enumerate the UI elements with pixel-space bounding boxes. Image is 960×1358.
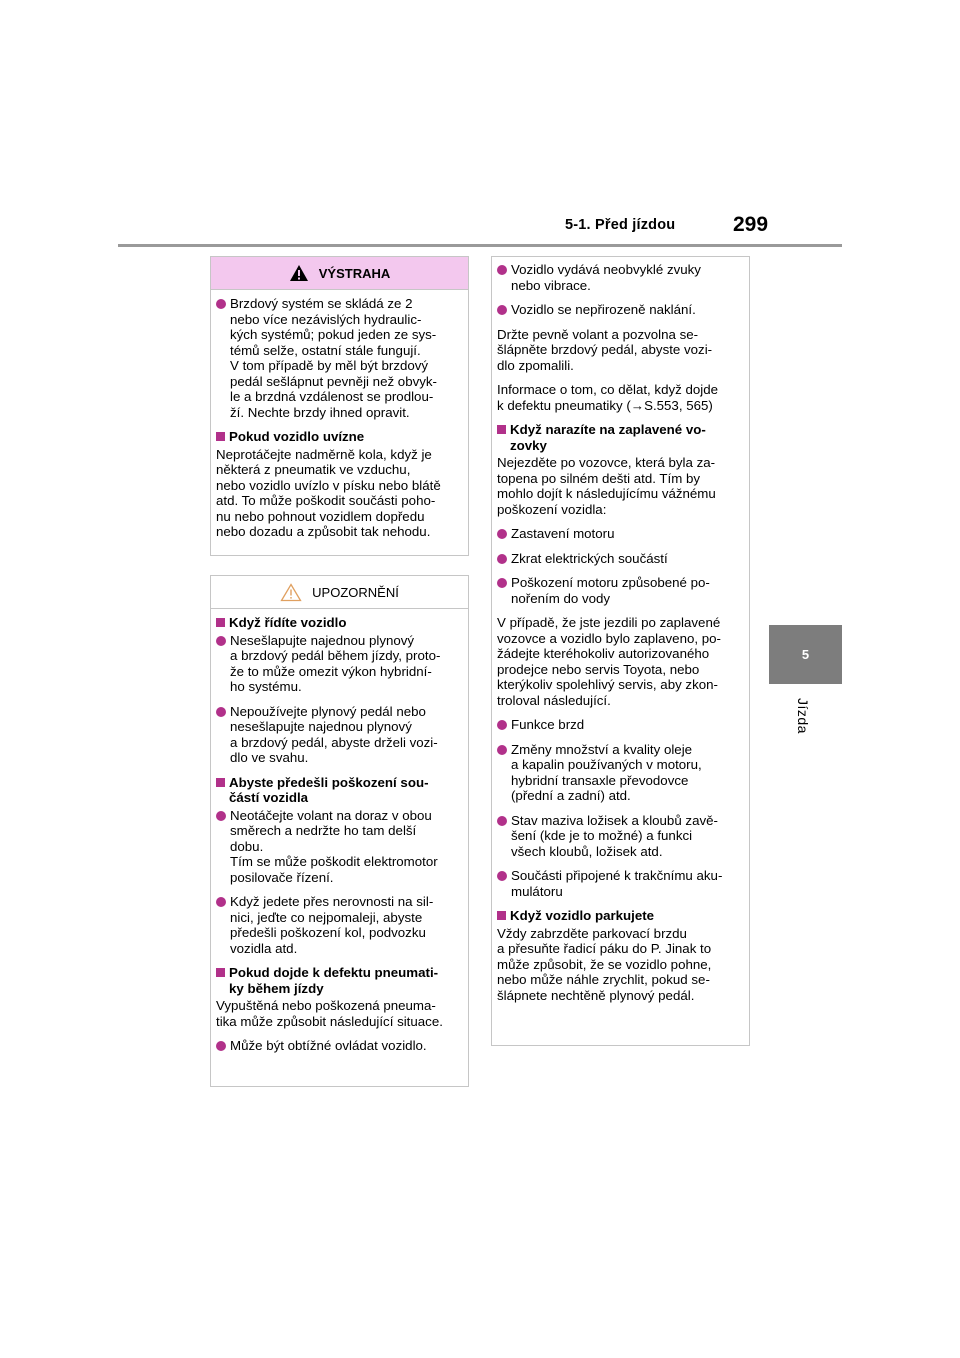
paragraph: Držte pevně volant a pozvolna se- šlápněte brzdový pedál, abyste vozi- dlo zpomalili. [497,326,713,373]
bullet-icon [497,265,507,275]
paragraph: Nejezděte po vozovce, která byla za- topena po silném dešti atd. Tím by mohlo dojít k následujícímu vážnému poškození vozidla: [497,455,716,517]
section-title: 5-1. Před jízdou [565,217,676,233]
caution-continued-box [491,256,750,1046]
list-item: Poškození motoru způsobené po- nořením do vody [497,575,741,606]
page-number: 299 [733,213,769,236]
bullet-icon [497,578,507,588]
subheading: Abyste předešli poškození sou- částí vozidla [216,775,460,806]
chapter-name: Jízda [795,698,811,734]
list-item: Součásti připojené k trakčnímu aku- mulátoru [497,868,741,899]
subheading: Když řídíte vozidlo [216,615,460,631]
bullet-icon [216,1041,226,1051]
list-item: Nepoužívejte plynový pedál nebo nesešlapujte najednou plynový a brzdový pedál, abyste drželi vozi- dlo ve svahu. [216,704,460,766]
bullet-icon [497,871,507,881]
warning-title: VÝSTRAHA [318,265,391,281]
caution-triangle-icon [280,583,302,602]
list-item: Vozidlo se nepřirozeně naklání. [497,302,741,318]
subheading: Pokud vozidlo uvízne [216,429,460,445]
subheading: Když vozidlo parkujete [497,908,741,924]
caution-title: UPOZORNĚNÍ [312,584,399,600]
subheading: Když narazíte na zaplavené vo- zovky [497,422,741,453]
list-item: Funkce brzd [497,717,741,733]
bullet-icon [497,529,507,539]
list-item: Může být obtížné ovládat vozidlo. [216,1038,460,1054]
warning-header [211,257,468,290]
bullet-icon [497,305,507,315]
bullet-icon [497,720,507,730]
list-item: Změny množství a kvality oleje a kapalin používaných v motoru, hybridní transaxle převodovce (přední a zadní) atd. [497,742,741,804]
page-reference-paragraph: Informace o tom, co dělat, když dojde k defektu pneumatiky (→S.553, 565) [497,382,718,413]
paragraph: V případě, že jste jezdili po zaplavené vozovce a vozidlo bylo zaplaveno, po- žádejte kteréhokoliv autorizovaného prodejce nebo servis Toyota, nebo kterýkoliv spolehlivý servis, aby zkon- troloval následující. [497,615,721,708]
square-bullet-icon [216,968,225,977]
bullet-icon [216,299,226,309]
list-item: Zkrat elektrických součástí [497,551,741,567]
header-divider [118,244,842,247]
bullet-icon [497,745,507,755]
bullet-icon [497,816,507,826]
bullet-icon [216,811,226,821]
square-bullet-icon [497,425,506,434]
chapter-tab: 5 [769,625,842,684]
bullet-icon [216,636,226,646]
warning-box [210,256,469,556]
bullet-icon [216,897,226,907]
list-item: Když jedete přes nerovnosti na sil- nici, jeďte co nejpomaleji, abyste předešli poškození kol, podvozku vozidla atd. [216,894,460,956]
list-item: Neotáčejte volant na doraz v obou směrech a nedržte ho tam delší dobu. Tím se může poškodit elektromotor posilovače řízení. [216,808,460,886]
list-item: Nesešlapujte najednou plynový a brzdový pedál během jízdy, proto- že to může omezit výkon hybridní- ho systému. [216,633,460,695]
paragraph: Vypuštěná nebo poškozená pneuma- tika může způsobit následující situace. [216,998,443,1029]
list-item: Brzdový systém se skládá ze 2 nebo více nezávislých hydraulic- kých systémů; pokud jeden ze sys- témů selže, ostatní stále fungují. V tom případě by měl být brzdový pedál sešlápnut pevněji než obvyk- le a brzdná vzdálenost se prodlou- ží. Nechte brzdy ihned opravit. [216,296,460,420]
list-item: Stav maziva ložisek a kloubů zavě- šení (kde je to možné) a funkci všech kloubů, ložisek atd. [497,813,741,860]
paragraph: Neprotáčejte nadměrně kola, když je některá z pneumatik ve vzduchu, nebo vozidlo uvízlo v písku nebo blátě atd. To může poškodit součásti poho- nu nebo pohnout vozidlem dopředu nebo dozadu a způsobit tak nehodu. [216,446,441,539]
subheading: Pokud dojde k defektu pneumati- ky během jízdy [216,965,460,996]
bullet-icon [497,554,507,564]
caution-box [210,575,469,1087]
square-bullet-icon [216,618,225,627]
bullet-icon [216,707,226,717]
list-item: Vozidlo vydává neobvyklé zvuky nebo vibrace. [497,262,741,293]
square-bullet-icon [497,911,506,920]
paragraph: Vždy zabrzděte parkovací brzdu a přesuňte řadicí páku do P. Jinak to může způsobit, že se vozidlo pohne, nebo může náhle zrychlit, pokud se- šlápnete nechtěně plynový pedál. [497,925,712,1003]
list-item: Zastavení motoru [497,526,741,542]
square-bullet-icon [216,778,225,787]
square-bullet-icon [216,432,225,441]
warning-triangle-icon [289,264,309,282]
caution-header [211,576,468,609]
